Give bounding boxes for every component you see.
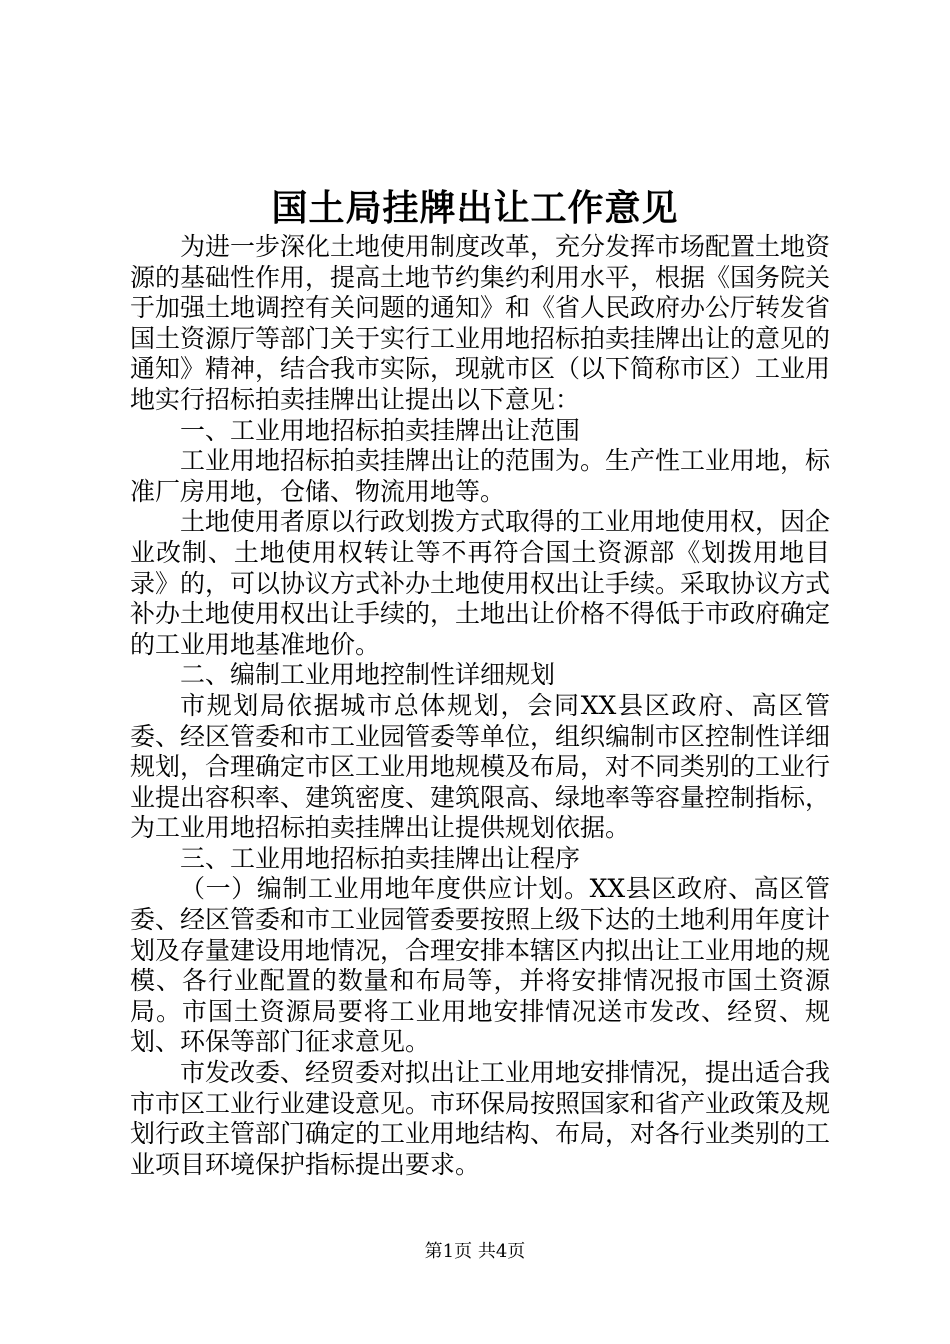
paragraph-supply-plan: （一）编制工业用地年度供应计划。XX县区政府、高区管委、经区管委和市工业园管委要按照上级下达的土地利用年度计划及存量建设用地情况，合理安排本辖区内拟出让工业用地的规模、各行业配置的数量和布局等，并将安排情况报市国土资源局。市国土资源局要将工业用地安排情况送市发改、经贸、规划、环保等部门征求意见。 <box>130 874 831 1057</box>
document-body <box>130 232 830 1180</box>
section-heading-3: 三、工业用地招标拍卖挂牌出让程序 <box>180 843 581 873</box>
paragraph-planning: 市规划局依据城市总体规划，会同XX县区政府、高区管委、经区管委和市工业园管委等单位，组织编制市区控制性详细规划，合理确定市区工业用地规模及布局，对不同类别的工业行业提出容积率、建筑密度、建筑限高、绿地率等容量控制指标，为工业用地招标拍卖挂牌出让提供规划依据。 <box>130 690 831 843</box>
paragraph-scope: 工业用地招标拍卖挂牌出让的范围为。生产性工业用地，标准厂房用地，仓储、物流用地等。 <box>130 446 831 506</box>
section-heading-1: 一、工业用地招标拍卖挂牌出让范围 <box>180 415 581 445</box>
page-footer: 第1页 共4页 <box>424 1241 526 1262</box>
paragraph-opinions: 市发改委、经贸委对拟出让工业用地安排情况，提出适合我市市区工业行业建设意见。市环保局按照国家和省产业政策及规划行政主管部门确定的工业用地结构、布局，对各行业类别的工业项目环境保护指标提出要求。 <box>130 1058 831 1179</box>
paragraph-intro: 为进一步深化土地使用制度改革，充分发挥市场配置土地资源的基础性作用，提高土地节约集约利用水平，根据《国务院关于加强土地调控有关问题的通知》和《省人民政府办公厅转发省国土资源厅等部门关于实行工业用地招标拍卖挂牌出让的意见的通知》精神，结合我市实际，现就市区（以下简称市区）工业用地实行招标拍卖挂牌出让提出以下意见： <box>130 232 831 414</box>
section-heading-2: 二、编制工业用地控制性详细规划 <box>180 660 556 690</box>
document-title: 国土局挂牌出让工作意见 <box>271 187 679 229</box>
paragraph-allocation: 土地使用者原以行政划拨方式取得的工业用地使用权，因企业改制、土地使用权转让等不再符合国土资源部《划拨用地目录》的，可以协议方式补办土地使用权出让手续。采取协议方式补办土地使用权出让手续的，土地出让价格不得低于市政府确定的工业用地基准地价。 <box>130 507 831 659</box>
